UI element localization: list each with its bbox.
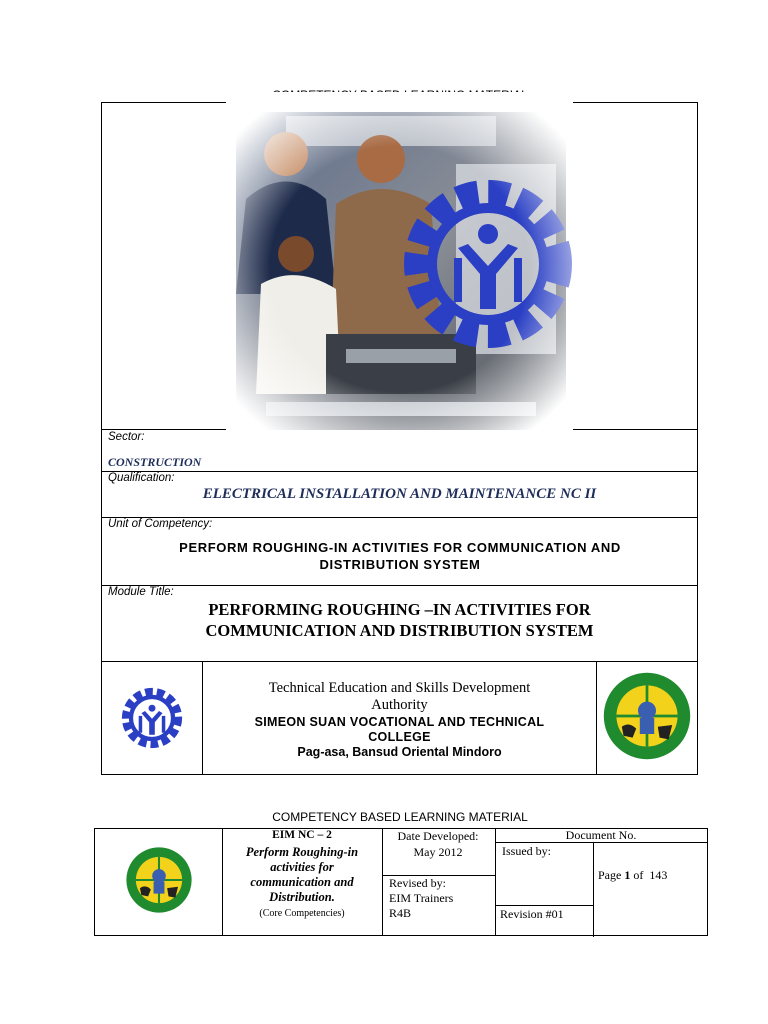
divider <box>495 905 593 906</box>
unit-line: DISTRIBUTION SYSTEM <box>319 557 481 572</box>
footer-header-label: COMPETENCY BASED LEARNING MATERIAL <box>272 810 528 824</box>
college-seal-icon <box>125 846 193 914</box>
date-developed-value: May 2012 <box>413 845 463 859</box>
agency-line: Authority <box>371 697 428 713</box>
module-title-value <box>101 599 698 641</box>
revised-by-value: EIM Trainers <box>389 891 454 905</box>
photo-vignette <box>226 104 573 434</box>
page-indicator <box>598 868 667 883</box>
module-line: PERFORMING ROUGHING –IN ACTIVITIES FOR <box>208 600 591 619</box>
agency-name <box>203 680 596 714</box>
revised-by <box>389 876 453 921</box>
revised-by-value: R4B <box>389 906 412 920</box>
cover-photo-montage <box>226 104 573 434</box>
divider <box>495 829 496 935</box>
date-developed-label: Date Developed: <box>397 829 479 843</box>
title-line: activities for <box>270 860 334 874</box>
unit-of-competency-label: Unit of Competency: <box>108 518 213 530</box>
issued-by-label: Issued by: <box>502 844 551 858</box>
unit-of-competency-value <box>120 539 680 573</box>
unit-line: PERFORM ROUGHING-IN ACTIVITIES FOR COMMUNICATION AND <box>179 540 621 555</box>
page-of: of <box>633 868 644 882</box>
revised-by-label: Revised by: <box>389 876 446 890</box>
revision-number: Revision #01 <box>500 907 564 921</box>
page-total: 143 <box>649 868 668 882</box>
title-line: communication and <box>250 875 354 889</box>
college-seal-icon <box>602 671 692 761</box>
college-logo-cell <box>596 661 698 775</box>
module-short-title <box>222 845 382 905</box>
page-number: 1 <box>624 868 631 882</box>
divider <box>593 842 594 937</box>
school-address: Pag-asa, Bansud Oriental Mindoro <box>297 745 502 759</box>
qualification-value: ELECTRICAL INSTALLATION AND MAINTENANCE NC II <box>202 486 597 502</box>
sector-label: Sector: <box>108 431 145 443</box>
document-number-label: Document No. <box>565 828 637 842</box>
title-line: Distribution. <box>269 890 335 904</box>
module-title-label: Module Title: <box>108 586 174 598</box>
gear-logo-icon <box>117 683 187 753</box>
school-line: SIMEON SUAN VOCATIONAL AND TECHNICAL <box>254 715 545 729</box>
core-competencies-note: (Core Competencies) <box>259 908 345 919</box>
page-prefix: Page <box>598 868 622 882</box>
divider <box>102 585 697 586</box>
agency-line: Technical Education and Skills Development <box>268 680 531 696</box>
title-line: Perform Roughing-in <box>245 845 359 859</box>
module-line: COMMUNICATION AND DISTRIBUTION SYSTEM <box>205 621 594 640</box>
qualification-label: Qualification: <box>108 472 175 484</box>
sector-value: CONSTRUCTION <box>108 455 202 469</box>
school-name <box>203 715 596 745</box>
tesda-logo-cell <box>101 661 203 775</box>
school-line: COLLEGE <box>368 730 431 744</box>
module-code: EIM NC – 2 <box>272 829 332 841</box>
divider <box>102 471 697 472</box>
